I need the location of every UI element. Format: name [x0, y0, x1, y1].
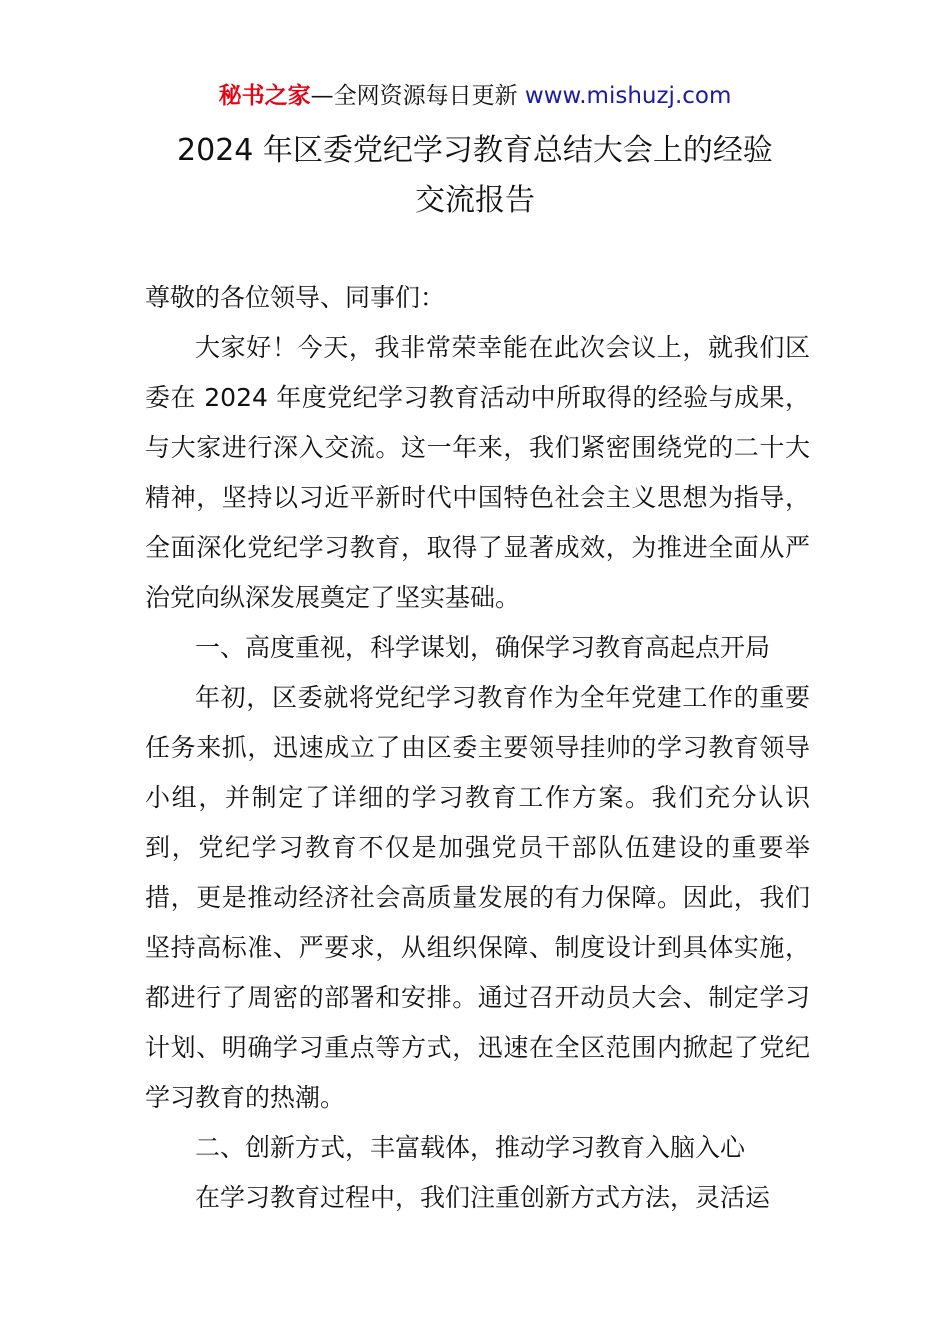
- paragraph-section-1: 年初，区委就将党纪学习教育作为全年党建工作的重要任务来抓，迅速成立了由区委主要领导挂帅的学习教育领导小组，并制定了详细的学习教育工作方案。我们充分认识到，党纪学习教育不仅是加强党员干部队伍建设的重要举措，更是推动经济社会高质量发展的有力保障。因此，我们坚持高标准、严要求，从组织保障、制度设计到具体实施，都进行了周密的部署和安排。通过召开动员大会、制定学习计划、明确学习重点等方式，迅速在全区范围内掀起了党纪学习教育的热潮。: [145, 683, 810, 1112]
- site-url[interactable]: www.mishuzj.com: [524, 83, 732, 109]
- document-body: [145, 273, 810, 1223]
- title-line-1: 2024 年区委党纪学习教育总结大会上的经验: [177, 133, 773, 168]
- section-heading-1: 一、高度重视，科学谋划，确保学习教育高起点开局: [195, 633, 771, 662]
- document-title: [120, 126, 830, 226]
- paragraph-intro: 大家好！今天，我非常荣幸能在此次会议上，就我们区委在 2024 年度党纪学习教育活动中所取得的经验与成果，与大家进行深入交流。这一年来，我们紧密围绕党的二十大精神，坚持以习近平新时代中国特色社会主义思想为指导，全面深化党纪学习教育，取得了显著成效，为推进全面从严治党向纵深发展奠定了坚实基础。: [145, 333, 810, 612]
- header-tagline: —全网资源每日更新: [310, 83, 518, 109]
- section-heading-2: 二、创新方式，丰富载体，推动学习教育入脑入心: [195, 1133, 746, 1162]
- brand-name: 秘书之家: [218, 83, 311, 109]
- title-line-2: 交流报告: [415, 183, 535, 218]
- salutation: 尊敬的各位领导、同事们：: [145, 283, 446, 312]
- site-header: [0, 80, 950, 112]
- paragraph-section-2: 在学习教育过程中，我们注重创新方式方法，灵活运: [195, 1183, 771, 1212]
